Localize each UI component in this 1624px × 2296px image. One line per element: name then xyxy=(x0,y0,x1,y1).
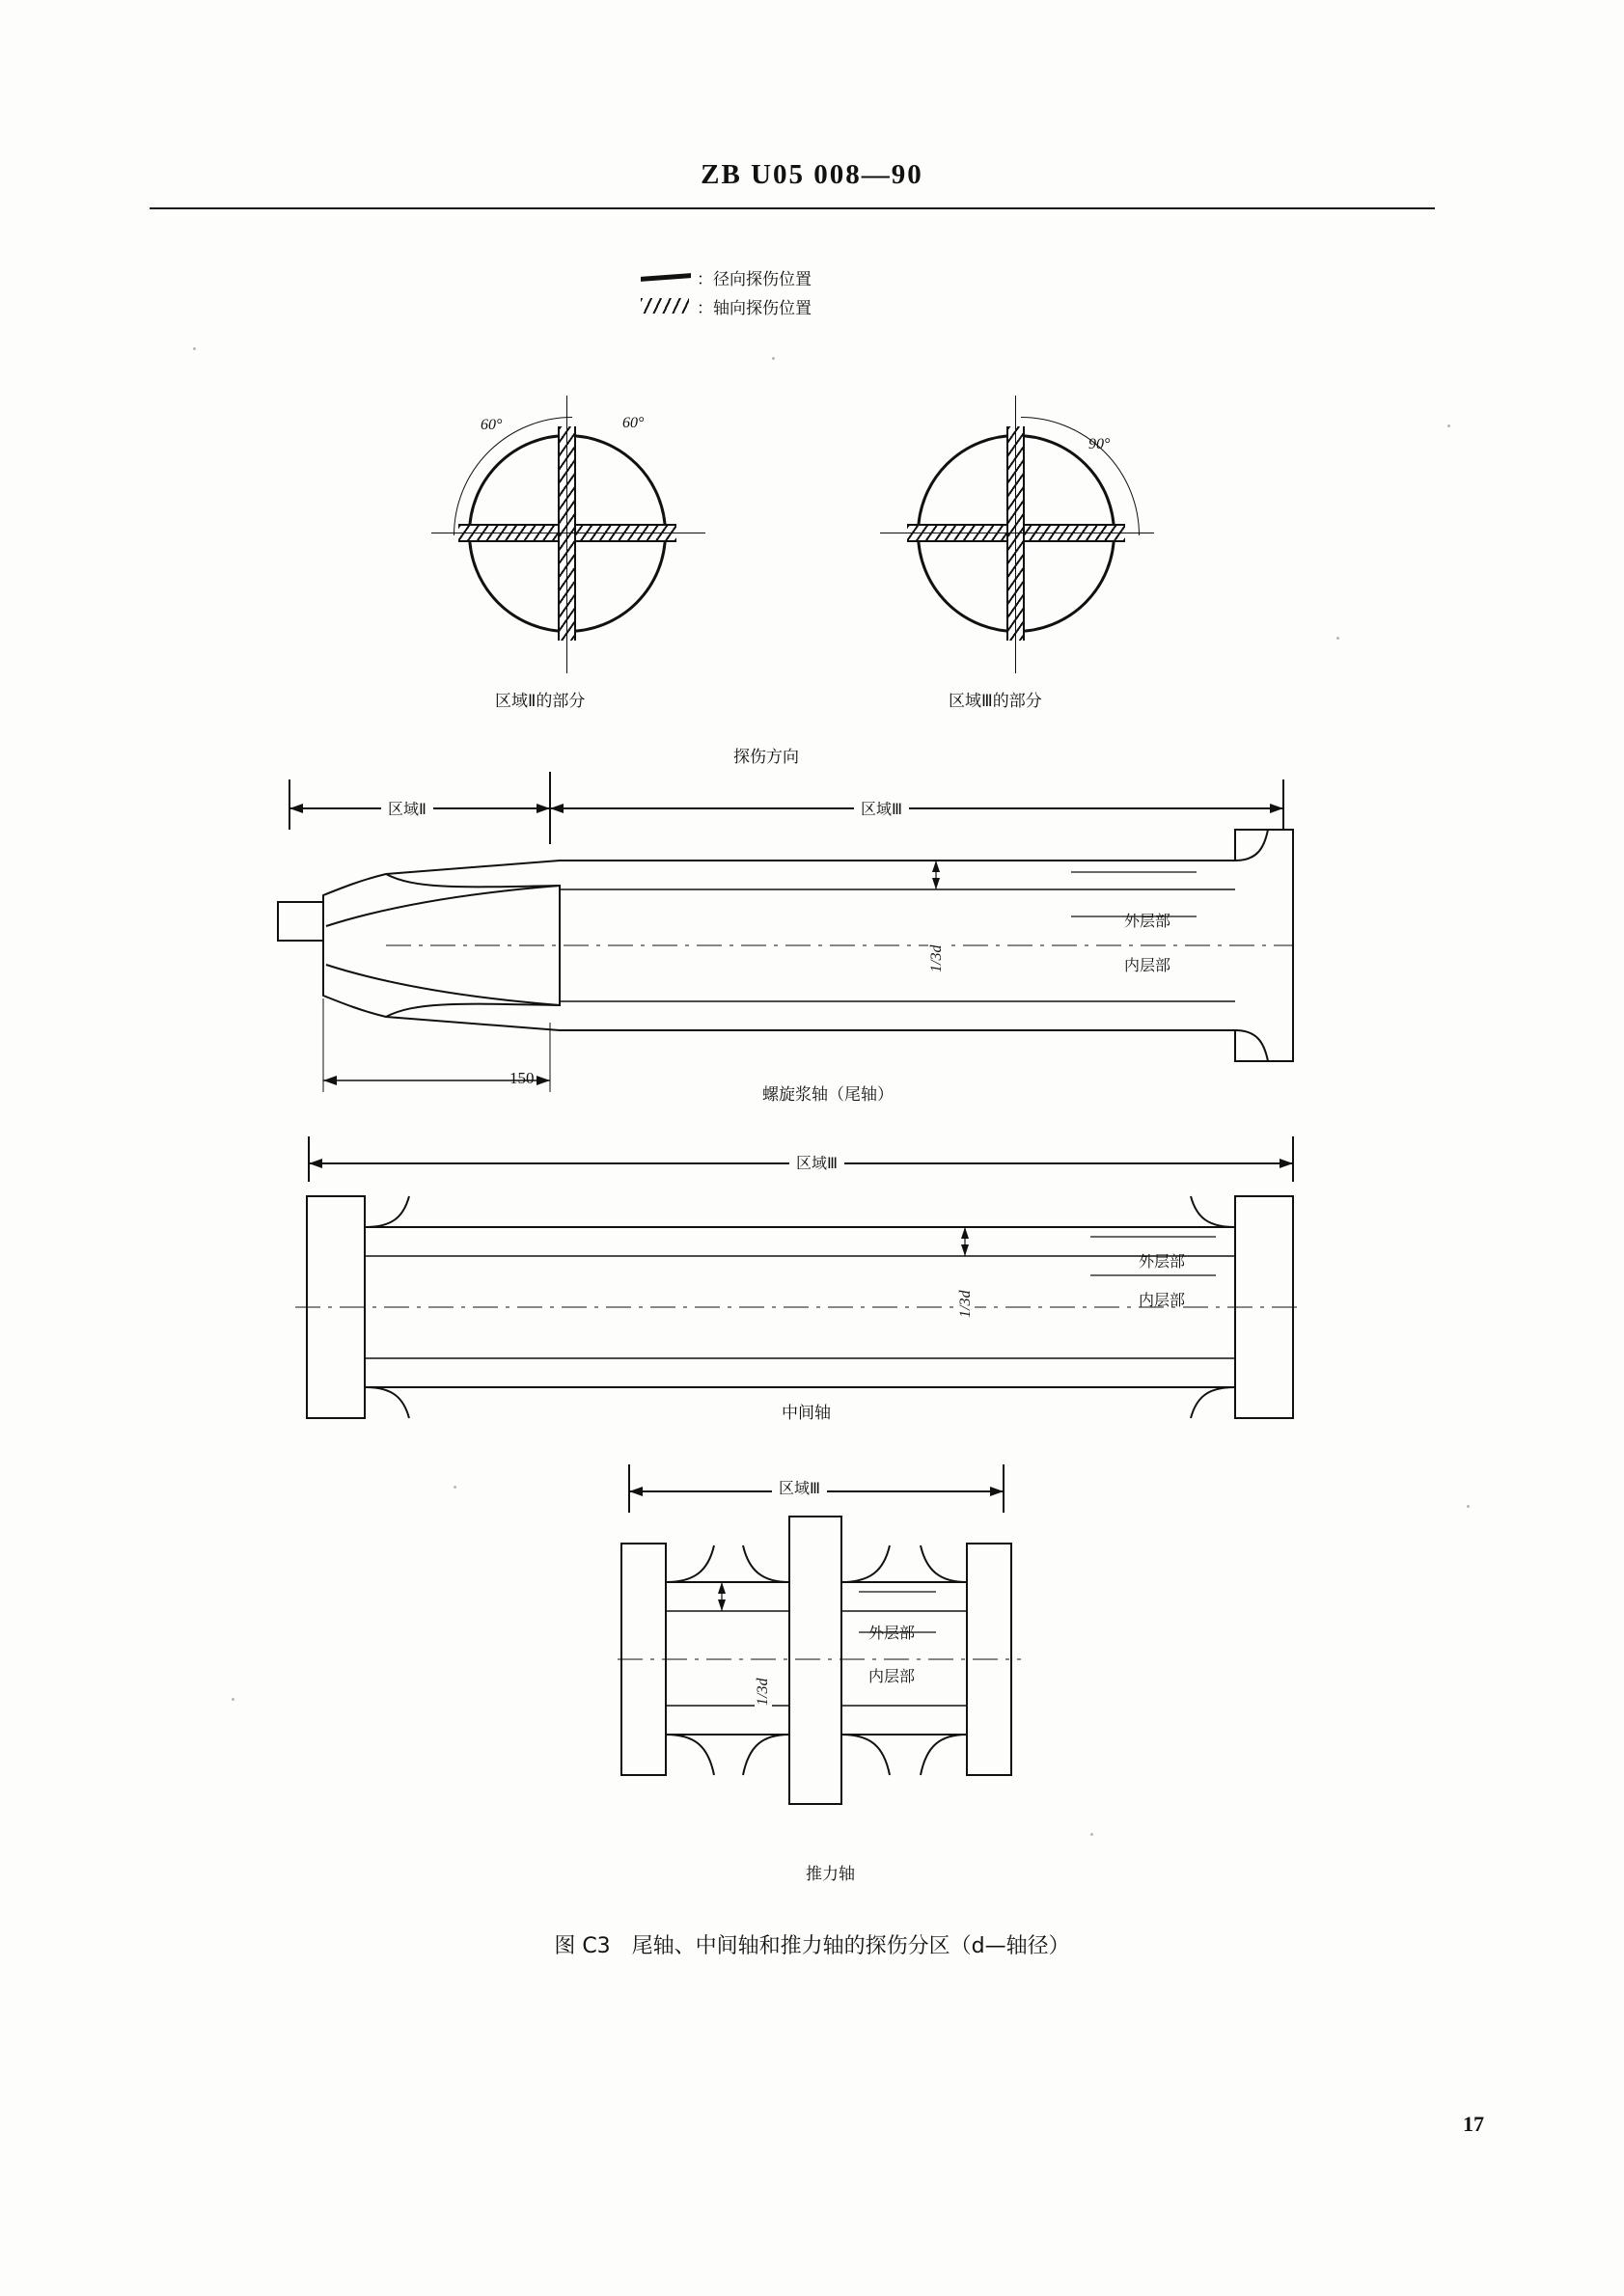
figure-caption: 图 C3 尾轴、中间轴和推力轴的探伤分区（d—轴径） xyxy=(554,1934,1070,1958)
angle-label-left-60b: 60° xyxy=(622,415,645,431)
angle-label-left-60a: 60° xyxy=(481,417,503,433)
centerline-vertical xyxy=(1015,396,1016,673)
scan-speck xyxy=(1467,1505,1470,1508)
thrust-depth-label: 1/3d xyxy=(755,1678,771,1706)
inspection-direction-caption: 探伤方向 xyxy=(733,748,799,767)
legend-item-axial xyxy=(637,291,812,320)
angle-label-right-90: 90° xyxy=(1088,436,1111,452)
legend-item-radial xyxy=(637,262,812,291)
propeller-shaft-caption: 螺旋浆轴（尾轴） xyxy=(762,1085,894,1105)
scan-speck xyxy=(1447,424,1450,427)
propeller-depth-label: 1/3d xyxy=(928,944,945,972)
intermediate-shaft-caption: 中间轴 xyxy=(782,1404,831,1423)
cross-section-right-caption: 区域Ⅲ的部分 xyxy=(949,692,1042,711)
cross-section-left-caption: 区域Ⅱ的部分 xyxy=(495,692,586,711)
intermediate-depth-label: 1/3d xyxy=(957,1290,974,1318)
intermediate-shaft-drawing xyxy=(289,1129,1351,1437)
thrust-shaft-drawing xyxy=(618,1457,1023,1862)
propeller-zone-3-label: 区域Ⅲ xyxy=(854,797,909,819)
propeller-outer-layer-label: 外层部 xyxy=(1124,912,1171,930)
thrust-shaft-caption: 推力轴 xyxy=(806,1865,855,1884)
propeller-zone-2-label: 区域Ⅱ xyxy=(381,797,433,819)
thrust-inner-layer-label: 内层部 xyxy=(868,1667,916,1685)
scan-speck xyxy=(232,1698,234,1701)
propeller-inner-layer-label: 内层部 xyxy=(1124,956,1171,974)
intermediate-zone-3-label: 区域Ⅲ xyxy=(789,1151,844,1173)
thrust-zone-3-label: 区域Ⅲ xyxy=(772,1476,827,1498)
page-number: 17 xyxy=(1463,2112,1484,2136)
legend-label-axial: ：轴向探伤位置 xyxy=(697,298,812,318)
propeller-dimension-150: 150 xyxy=(509,1069,535,1087)
propeller-shaft-drawing xyxy=(270,772,1351,1114)
thrust-outer-layer-label: 外层部 xyxy=(868,1624,916,1642)
intermediate-outer-layer-label: 外层部 xyxy=(1139,1252,1186,1271)
legend xyxy=(637,262,812,320)
radial-bar-icon xyxy=(637,268,697,286)
intermediate-inner-layer-label: 内层部 xyxy=(1139,1291,1186,1309)
scan-speck xyxy=(454,1486,456,1489)
scan-speck xyxy=(193,347,196,350)
axial-hatch-icon xyxy=(637,297,697,314)
page-header-title: ZB U05 008—90 xyxy=(701,159,923,190)
legend-label-radial: ：径向探伤位置 xyxy=(697,269,812,289)
scan-speck xyxy=(1090,1833,1093,1836)
scan-speck xyxy=(1336,637,1339,640)
header-divider xyxy=(150,207,1435,209)
scan-speck xyxy=(772,357,775,360)
